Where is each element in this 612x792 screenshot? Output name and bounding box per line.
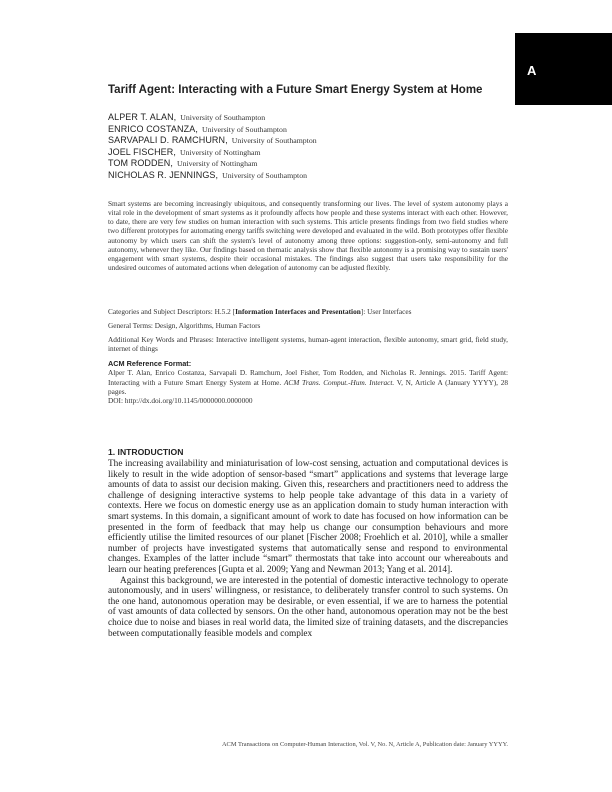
author-affiliation: University of Southampton bbox=[180, 113, 266, 122]
body-text bbox=[108, 459, 508, 729]
author-entry bbox=[108, 122, 538, 134]
page-footer: ACM Transactions on Computer-Human Interaction, Vol. V, No. N, Article A, Publication date: January YYYY. bbox=[221, 741, 508, 748]
author-entry bbox=[108, 110, 538, 122]
author-affiliation: University of Southampton bbox=[201, 124, 287, 134]
author-list bbox=[108, 110, 538, 180]
author-name: JOEL FISCHER, bbox=[108, 146, 176, 157]
categories-prefix: Categories and Subject Descriptors: H.5.2 [ bbox=[108, 307, 236, 316]
author-entry bbox=[108, 133, 538, 145]
acm-reference-heading: ACM Reference Format: bbox=[108, 359, 192, 368]
general-terms: General Terms: Design, Algorithms, Human Factors bbox=[108, 321, 261, 330]
author-name: ENRICO COSTANZA, bbox=[108, 123, 198, 134]
author-name: SARVAPALI D. RAMCHURN, bbox=[108, 135, 228, 146]
categories-suffix: ]: User Interfaces bbox=[360, 307, 412, 316]
acm-reference-journal: ACM Trans. Comput.-Hum. Interact. bbox=[283, 377, 395, 387]
author-affiliation: University of Southampton bbox=[222, 170, 308, 180]
acm-reference bbox=[108, 359, 508, 405]
paper-title: Tariff Agent: Interacting with a Future Smart Energy System at Home bbox=[108, 84, 483, 96]
keywords: Additional Key Words and Phrases: Interactive intelligent systems, human-agent interaction, flexible autonomy, smart grid, field study, internet of things bbox=[108, 335, 508, 354]
body-paragraph: The increasing availability and miniaturisation of low-cost sensing, actuation and computational devices is likely to result in the wide adoption of sensor-based “smart” applications and systems that leverage large amounts of data to assist our decision making. Given this, researchers and practitioners need to address the challenge of designing interactive systems to help people take advantage of this data in a variety of contexts. Here we focus on domestic energy use as an application domain to study human interaction with smart systems. In this domain, a significant amount of work to date has focused on how information can be presented in the form of feedback that may help us change our consumption behaviours and more efficiently utilise the limited resources of our planet [Fischer 2008; Froehlich et al. 2010], while a smaller number of projects have investigated systems that automatically sense and respond to environmental changes. Examples of the latter include “smart” thermostats that take into account our whereabouts and learn our heating preferences [Gupta et al. 2009; Yang and Newman 2013; Yang et al. 2014]. bbox=[108, 459, 508, 575]
author-entry bbox=[108, 168, 538, 180]
author-name: TOM RODDEN, bbox=[108, 158, 173, 169]
article-letter: A bbox=[527, 63, 537, 78]
author-affiliation: University of Nottingham bbox=[176, 159, 258, 169]
author-name: NICHOLAS R. JENNINGS, bbox=[108, 169, 219, 180]
acm-reference-text-tail: V, N, Article A (January YYYY), 28 pages. bbox=[108, 377, 508, 396]
categories-bold: Information Interfaces and Presentation bbox=[235, 307, 361, 316]
categories-descriptors bbox=[108, 307, 508, 316]
doi-link[interactable]: DOI: http://dx.doi.org/10.1145/0000000.0000000 bbox=[108, 396, 253, 406]
acm-reference-text: Alper T. Alan, Enrico Costanza, Sarvapali D. Ramchurn, Joel Fisher, Tom Rodden, and Nicholas R. Jennings. 2015. Tariff Agent: Interacting with a Future Smart Energy System at Home. bbox=[108, 368, 508, 387]
author-name: ALPER T. ALAN, bbox=[108, 112, 177, 122]
body-paragraph: Against this background, we are interested in the potential of domestic interactive technology to operate autonomously, and in users' willingness, or resistance, to deliberately transfer control to such systems. On the one hand, autonomous operation may be desirable, or even essential, if we are to harness the potential of vast amounts of data collected by sensors. On the other hand, autonomous operation may not be the best choice due to noise and biases in real world data, the limited size of training datasets, and the discrepancies between computationally feasible models and complex bbox=[108, 575, 508, 639]
author-entry bbox=[108, 156, 538, 168]
acm-reference-citation bbox=[108, 368, 508, 396]
author-affiliation: University of Nottingham bbox=[179, 147, 261, 157]
section-heading: 1. INTRODUCTION bbox=[108, 447, 184, 457]
author-affiliation: University of Southampton bbox=[231, 136, 317, 146]
abstract: Smart systems are becoming increasingly ubiquitous, and consequently transforming our lives. The level of system autonomy plays a vital role in the development of smart systems as it profoundly affects how people and these systems interact with each other. However, to date, there are very few studies on human interaction with such systems. This article presents findings from two field studies where two different prototypes for automating energy tariffs switching were developed and evaluated in the wild. Both prototypes offer flexible autonomy by which users can shift the system's level of autonomy among three options: suggestion-only, semi-autonomy and full autonomy, whenever they like. Our findings based on thematic analysis show that flexible autonomy is a promising way to sustain users' engagement with smart systems, despite their occasional mistakes. The findings also suggest that users take responsibility for the undesired outcomes of automated actions when delegation of autonomy can be adjusted flexibly. bbox=[108, 199, 508, 273]
